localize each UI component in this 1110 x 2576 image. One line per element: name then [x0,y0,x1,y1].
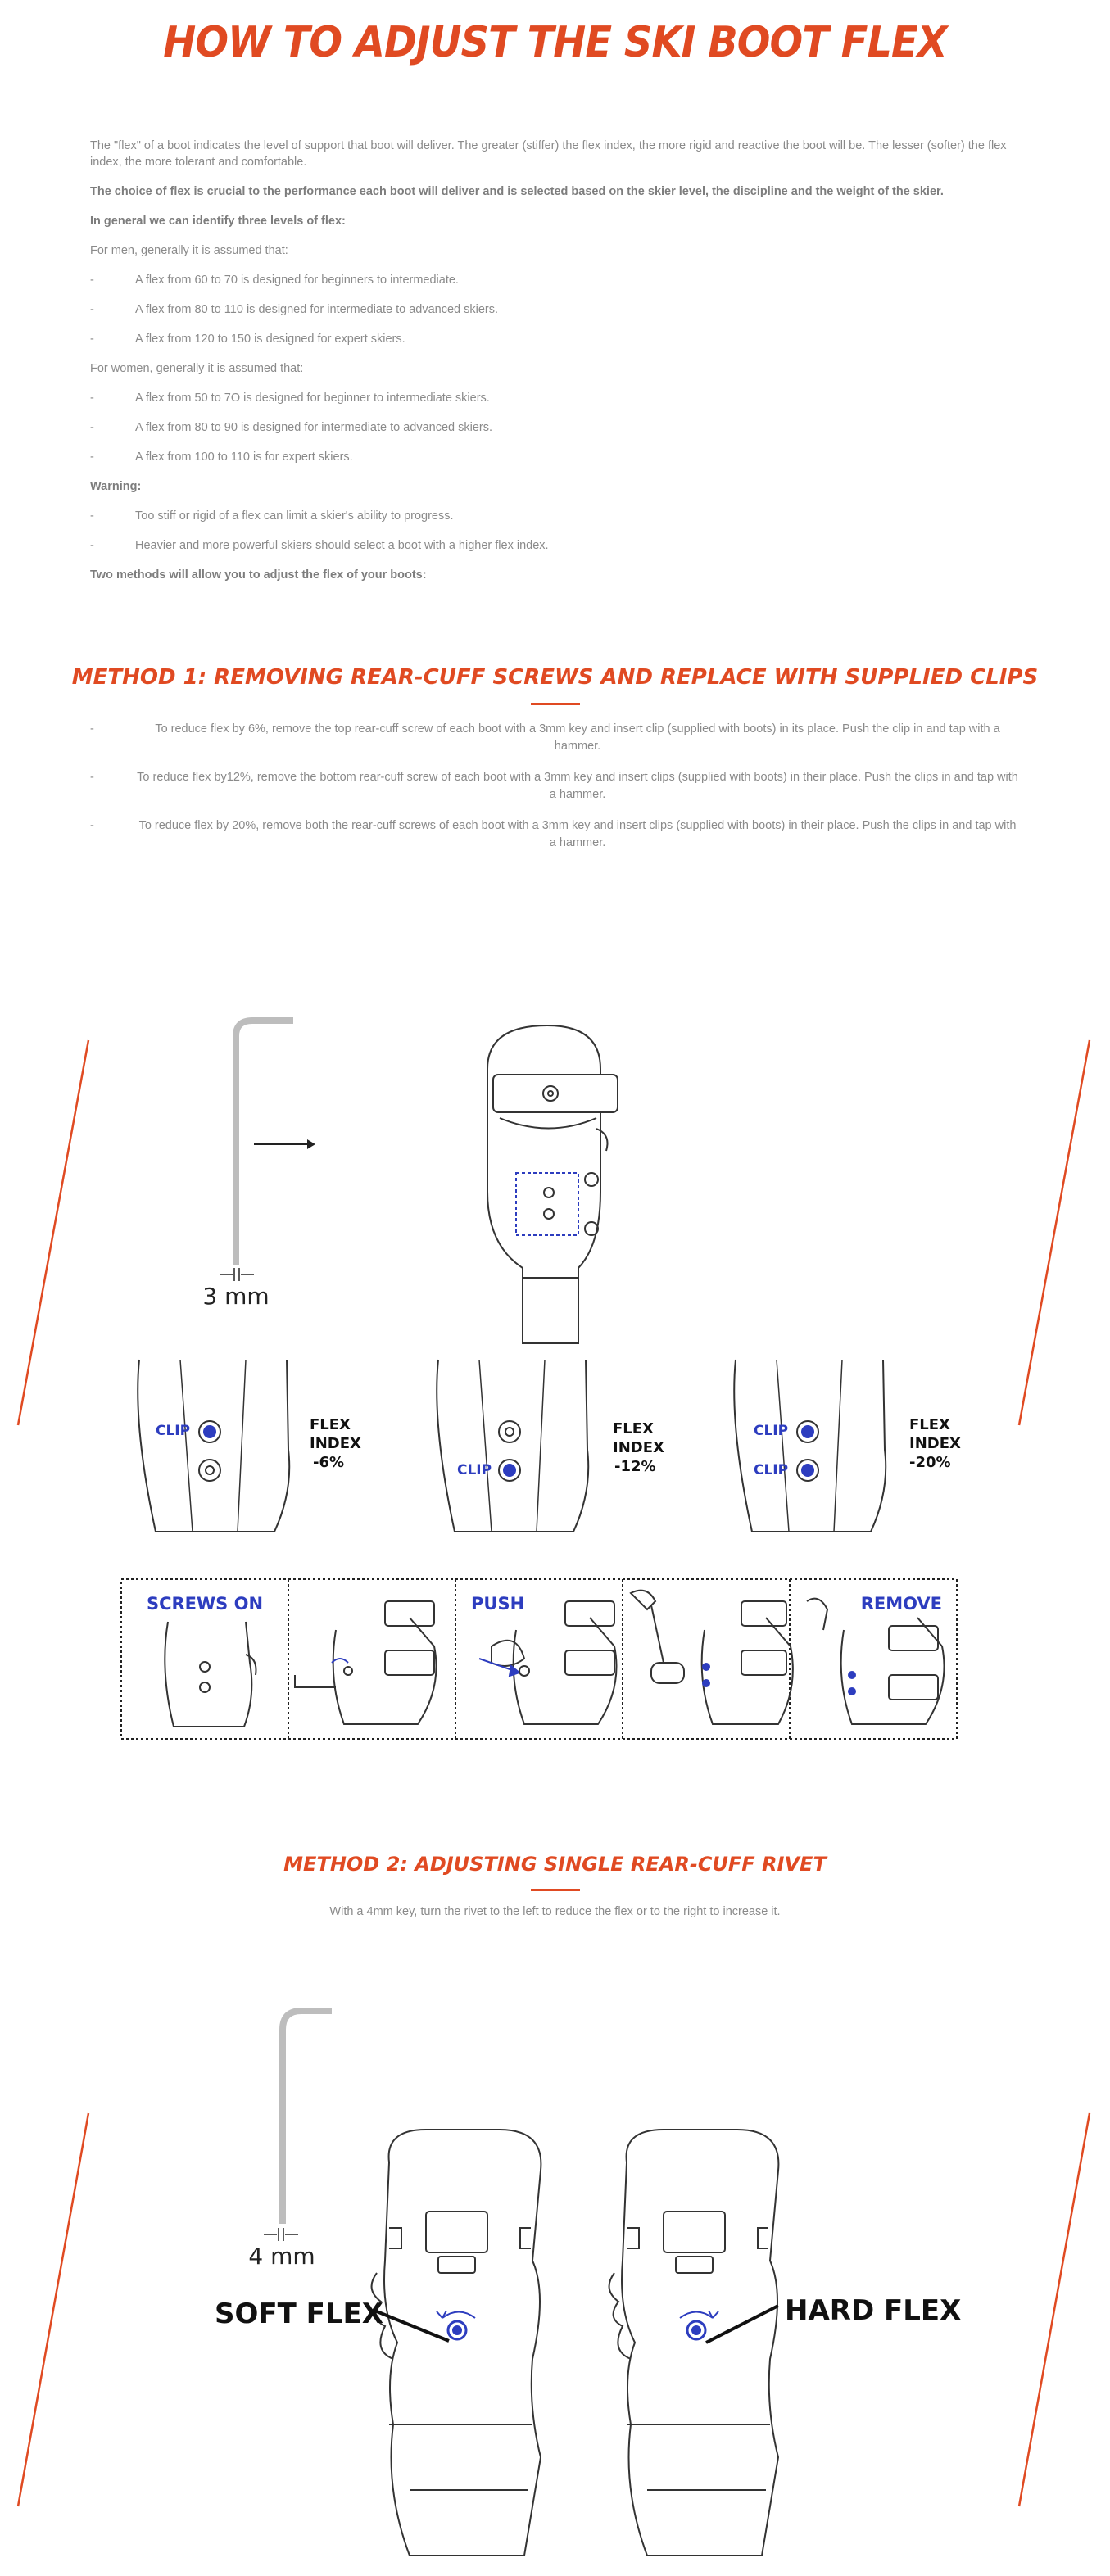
hard-flex-label: HARD FLEX [785,2294,962,2327]
list-item: - A flex from 120 to 150 is designed for expert skiers. [90,333,405,346]
index-label: INDEX [613,1439,664,1456]
step-unscrew [295,1601,437,1724]
dimension-marker-icon [264,2228,298,2241]
index-label: INDEX [310,1435,361,1452]
flex-option-20 [734,1360,961,1532]
list-item: - A flex from 60 to 70 is designed for beginners to intermediate. [90,274,459,287]
women-intro: For women, generally it is assumed that: [90,362,304,375]
clip-label: CLIP [156,1423,191,1439]
intro-emphasis: The choice of flex is crucial to the performance each boot will deliver and is selected based on the skier level, the discipline and the weight of the skier. [90,185,944,198]
step-push [479,1601,617,1724]
dimension-marker-icon [220,1268,254,1281]
step-label: SCREWS ON [146,1594,264,1614]
list-item: - Too stiff or rigid of a flex can limit a skier's ability to progress. [90,509,454,523]
list-item: - A flex from 80 to 90 is designed for intermediate to advanced skiers. [90,421,493,434]
list-item: - Heavier and more powerful skiers should select a boot with a higher flex index. [90,539,549,552]
method2-underline [531,1889,580,1891]
flex-label: FLEX [613,1420,654,1437]
method1-list [90,721,1020,866]
intro-section [90,138,1020,596]
hammer-icon [631,1591,793,1724]
step-label: REMOVE [860,1594,942,1614]
method2-text: With a 4mm key, turn the rivet to the left to reduce the flex or to the right to increase it. [329,1905,781,1918]
index-label: INDEX [909,1435,961,1452]
flex-value: -12% [614,1458,656,1475]
page-title: HOW TO ADJUST THE SKI BOOT FLEX [163,18,947,67]
boot-rear-view [487,1025,618,1343]
list-item: - To reduce flex by 6%, remove the top rear-cuff screw of each boot with a 3mm key and insert clip (supplied with boots) in its place. Push the clip in and tap with a hammer. [90,722,1000,753]
clip-label: CLIP [457,1462,492,1478]
decorative-slash [18,1040,88,1425]
men-intro: For men, generally it is assumed that: [90,244,288,257]
flex-label: FLEX [909,1416,950,1433]
warning-label: Warning: [90,480,142,493]
clip-label: CLIP [754,1462,789,1478]
list-item: - A flex from 80 to 110 is designed for intermediate to advanced skiers. [90,303,499,316]
boot-soft-flex [372,2130,541,2556]
flex-value: -6% [313,1454,345,1471]
soft-flex-label: SOFT FLEX [215,2298,383,2330]
key-size-label: 4 mm [248,2243,315,2270]
flex-levels-heading: In general we can identify three levels of flex: [90,215,346,228]
flex-option-6 [138,1360,361,1532]
method1-underline [531,703,580,705]
flex-label: FLEX [310,1416,351,1433]
method1-diagram [0,999,1110,1753]
flex-option-12 [437,1360,664,1532]
key-size-label: 3 mm [202,1283,270,1310]
step-label: PUSH [471,1594,525,1614]
decorative-slash [18,2113,88,2506]
methods-intro: Two methods will allow you to adjust the flex of your boots: [90,568,427,582]
allen-key-icon [283,2011,332,2224]
method2-heading: METHOD 2: ADJUSTING SINGLE REAR-CUFF RIVET [283,1853,827,1876]
arrow-icon [254,1139,315,1149]
list-item: - A flex from 100 to 110 is for expert skiers. [90,450,353,464]
flex-value: -20% [909,1454,951,1471]
method2-diagram [0,1949,1110,2576]
intro-paragraph: The "flex" of a boot indicates the level of support that boot will deliver. The greater (stiffer) the flex index, the more rigid and reactive the boot will be. The lesser (softer) the flex index, the more tolerant and comfortable. [90,139,1007,169]
clip-label: CLIP [754,1423,789,1439]
method1-heading: METHOD 1: REMOVING REAR-CUFF SCREWS AND REPLACE WITH SUPPLIED CLIPS [71,665,1039,690]
allen-key-icon [236,1021,293,1265]
screw-icon [199,1460,220,1481]
installation-steps [121,1579,957,1739]
decorative-slash [1019,2113,1090,2506]
decorative-slash [1019,1040,1090,1425]
list-item: - A flex from 50 to 7O is designed for beginner to intermediate skiers. [90,392,490,405]
list-item: - To reduce flex by 20%, remove both the rear-cuff screws of each boot with a 3mm key and insert clips (supplied with boots) in their place. Push the clips in and tap with a hammer. [90,819,1017,849]
boot-hard-flex [609,2130,779,2556]
screw-icon [499,1421,520,1442]
list-item: - To reduce flex by12%, remove the bottom rear-cuff screw of each boot with a 3mm key and insert clips (supplied with boots) in their place. Push the clips in and tap with a hammer. [90,771,1018,801]
step-remove [807,1599,945,1724]
